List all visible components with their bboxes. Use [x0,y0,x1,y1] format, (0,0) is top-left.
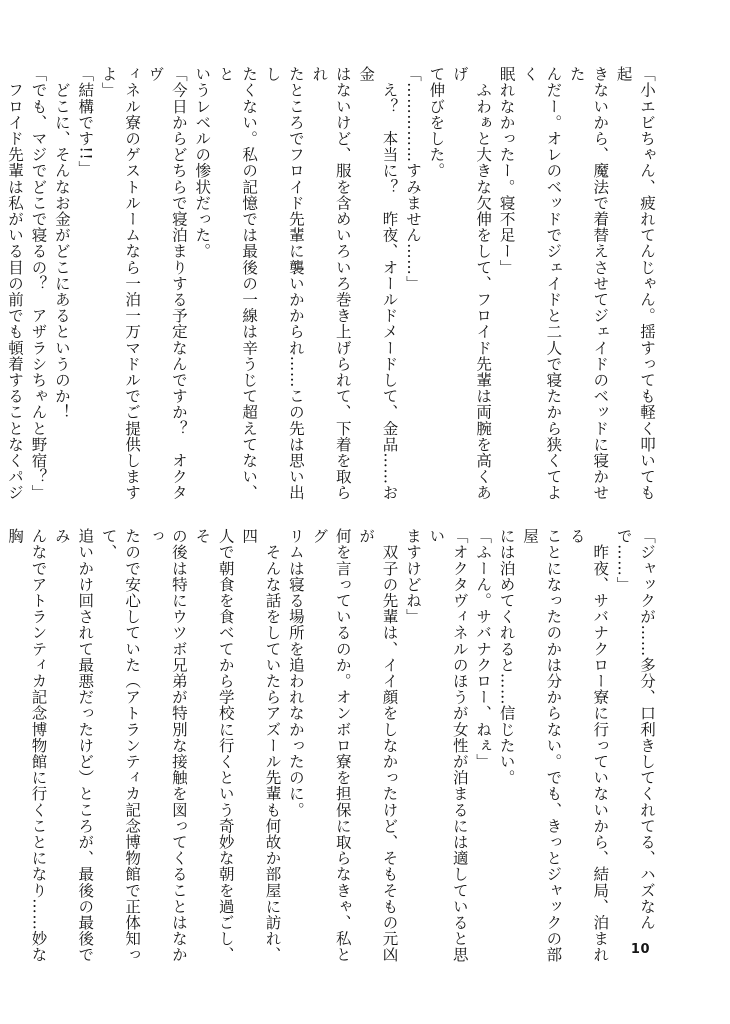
text-line: 追いかけ回されて最悪だったけど）ところが、最後の最後でみ [52,528,95,963]
text-line: 「今日からどちらで寝泊まりする予定なんですか？ オクタヴ [146,66,188,501]
text-line: んだー。オレのベッドでジェイドと二人で寝たから狭くてよく [520,66,563,501]
text-line: え？ 本当に？ 昨夜、オールドメードして、金品……お金 [357,66,399,501]
text-line: リムは寝る場所を追われなかったのに。 [286,528,305,818]
upper-text-block [6,66,658,502]
text-line: 双子の先輩は、イイ顔をしなかったけど、そもそもの元凶が [357,528,399,963]
text-line: 「オクタヴィネルのほうが女性が泊まるには適していると思い [427,528,469,963]
text-line: はないけど、服を含めいろいろ巻き上げられて、下着を取られ [310,66,352,501]
text-line: 「小エビちゃん、疲れてんじゃん。揺すっても軽く叩いても起 [614,66,656,501]
text-line: て伸びをした。 [427,66,446,179]
text-line: 人で朝食を食べてから学校に行くという奇妙な朝を過ごし、そ [193,528,235,963]
text-line: ことになったのかは分からない。でも、きっとジャックの部屋 [520,528,563,963]
text-line: いうレベルの惨状だった。 [193,66,212,260]
text-line: たところでフロイド先輩に襲いかかられ……この先は思い出し [263,66,305,501]
text-line: よ」 [99,66,118,99]
lower-text-block [6,528,658,968]
text-line: 眠れなかったー。寝不足ー」 [497,66,516,276]
text-line: の後は特にウツボ兄弟が特別な接触を図ってくることはなかっ [146,528,188,963]
text-line: んなでアトランティカ記念博物館に行くことになり……妙な胸 [6,528,48,963]
text-line: たので安心していた（アトランティカ記念博物館で正体知って、 [99,528,142,963]
text-line: 「結構です!!」 [76,66,95,177]
text-line: ィネル寮のゲストルームなら一泊一万マドルでご提供します [123,66,142,501]
text-line: ふわぁと大きな欠伸をして、フロイド先輩は両腕を高くあげ [450,66,493,501]
text-line: どこに、そんなお金がどこにあるというのか！ [52,66,71,421]
text-line: 「ふーん。サバナクロー、ねぇ」 [474,528,493,770]
text-line: 「ジャックが……多分、口利きしてくれてる、ハズなんで……」 [614,528,656,931]
text-line: には泊めてくれると……信じたい。 [497,528,516,786]
text-line: ますけどね」 [403,528,422,625]
text-line: 何を言っているのか。オンボロ寮を担保に取らなきゃ、私とグ [310,528,352,963]
text-line [0,528,3,968]
text-line: そんな話をしていたらアズール先輩も何故か部屋に訪れ、四 [240,528,282,963]
text-line: フロイド先輩は私がいる目の前でも頓着することなくパジ [6,82,25,501]
text-line: きないから、魔法で着替えさせてジェイドのベッドに寝かせた [567,66,610,501]
text-line: 昨夜、サバナクロー寮に行っていないから、結局、泊まれる [567,528,610,963]
text-line: たくない。私の記憶では最後の一線は辛うじて超えてない、と [216,66,259,501]
page-number: 10 [630,942,650,957]
text-line: 「……………すみません……」 [403,66,422,292]
text-line: 「でも、マジでどこで寝るの？ アザラシちゃんと野宿？」 [29,66,48,501]
